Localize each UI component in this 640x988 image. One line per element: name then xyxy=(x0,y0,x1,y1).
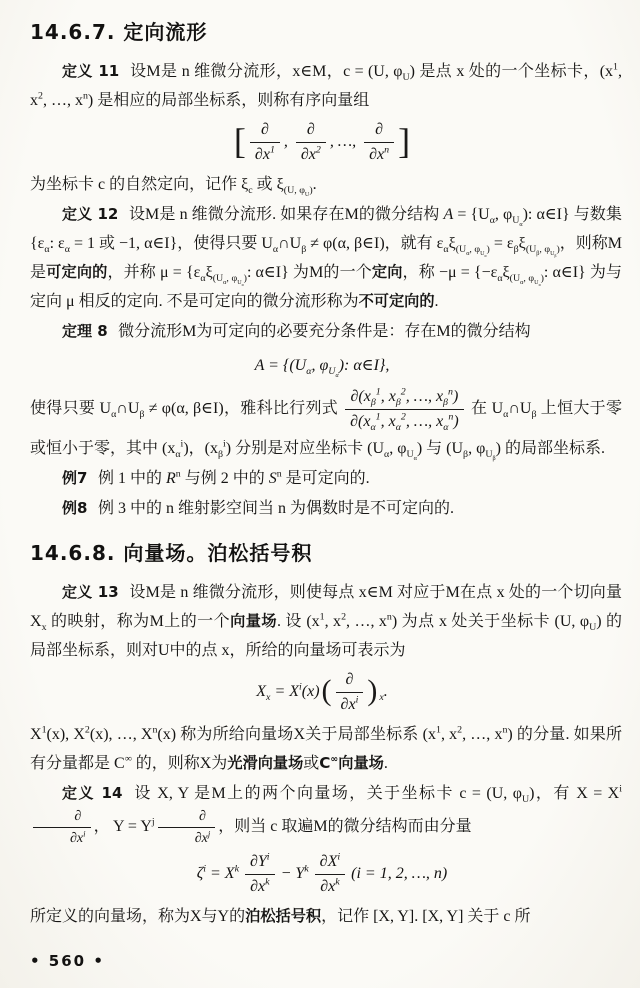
vector-field-expression-formula xyxy=(30,670,614,715)
definition-12-text: 设M是 n 维微分流形. 如果存在M的微分结构 $A = \{U_\alpha$, $\varphi_{U_\alpha}$): α∈I} 与数集 {$\varepsilon_\alpha$: $\varepsilon_\alpha = 1$ 或 −1, α∈I}，使得只要 $U_\alpha\cap U_\beta \ne \varphi(\alpha$, β∈I)，就有 $\varepsilon_\alpha\xi_{(U_\alpha, \varphi_{U_\alpha})} = \varepsilon_\beta\xi_{(U_\beta, \varphi_{U_\beta})}$，则称M是可定向的，并称 $\mu = \{\varepsilon_\alpha\xi_{(U_\alpha, \varphi_{U_\alpha})}$: α∈I} 为M的一个定向，称 $-\mu = \{-\varepsilon_\alpha\xi_{(U_\alpha, \varphi_{U_\alpha})}$: α∈I} 为与定向 μ 相反的定向. 不是可定向的微分流形称为不可定向的. xyxy=(30,206,623,310)
jacobian-intro-text: 使得只要 $U_\alpha\cap U_\beta \ne \varphi(\alpha$, β∈I)，雅科比行列式 xyxy=(30,400,339,421)
theorem-8-label: 定理 8 xyxy=(62,322,108,340)
definition-14-text-3: ，则当 c 取遍M的微分结构而由分量 xyxy=(218,818,472,836)
definition-12-label: 定义 12 xyxy=(62,205,119,223)
poisson-bracket-naming-paragraph xyxy=(30,902,622,931)
section-heading-orientable-manifolds: 14.6.7. 定向流形 xyxy=(30,20,208,44)
definition-12-paragraph xyxy=(30,200,622,316)
example-8-label: 例8 xyxy=(62,499,88,517)
fraction-numerator: $\partial Y^i$ xyxy=(245,852,275,875)
fraction-dY-dx xyxy=(245,852,275,897)
example-7-label: 例7 xyxy=(62,469,88,487)
poisson-bracket-naming-text: 所定义的向量场，称为X与Y的泊松括号积，记作 [X, Y]. [X, Y] 关于 c 所 xyxy=(30,907,531,925)
fraction-numerator: ∂ xyxy=(158,808,216,828)
page-number: • 560 • xyxy=(30,952,105,970)
fraction-partial-xn xyxy=(364,120,394,165)
definition-14-paragraph xyxy=(30,779,622,847)
formula-separator: , xyxy=(283,133,292,151)
fraction-numerator: ∂ xyxy=(250,120,280,143)
theorem-8-text: 微分流形M为可定向的必要充分条件是：存在M的微分结构 xyxy=(118,323,531,340)
poisson-bracket-components-formula xyxy=(30,852,614,897)
fraction-denominator: $\partial x^k$ xyxy=(320,876,340,895)
components-text: $X^1(x)$, $X^2(x)$, …, $X^n(x)$ 称为所给向量场X关于局部坐标系 ($x^1$, $x^2$, …, $x^n$) 的分量. 如果所有分量都是 C∞ 的，则称X为光滑向量场或C∞向量场. xyxy=(30,724,622,772)
definition-14-text-2: ， $Y = Y^j$ xyxy=(93,816,155,836)
left-parenthesis: ( xyxy=(321,673,332,707)
fraction-denominator: $\partial(x_\alpha^1$, $x_\alpha^2$, …, $x_\alpha^n$) xyxy=(350,411,459,434)
vector-field-lhs: $X_x = X^i(x)$ xyxy=(256,681,320,704)
zeta-minus-term: − $Y^k$ xyxy=(280,863,309,883)
atlas-structure-text: $A = \{(U_\alpha$, $\varphi_{U_\alpha}$): α∈I}, xyxy=(254,357,390,380)
right-square-bracket: ] xyxy=(398,120,411,161)
components-paragraph xyxy=(30,720,622,778)
example-8-text: 例 3 中的 n 维射影空间当 n 为偶数时是不可定向的. xyxy=(97,500,454,517)
fraction-partial-x2 xyxy=(296,120,326,165)
example-8-paragraph xyxy=(30,494,622,523)
inline-fraction-partial-xi xyxy=(33,808,91,847)
definition-11-label: 定义 11 xyxy=(62,62,120,80)
atlas-structure-formula xyxy=(30,351,614,380)
fraction-numerator: ∂ xyxy=(296,120,326,143)
fraction-denominator: $\partial x^n$ xyxy=(369,144,390,163)
fraction-denominator: $\partial x^k$ xyxy=(250,876,270,895)
fraction-partial-xi xyxy=(336,670,364,715)
ordered-vector-group-formula xyxy=(30,120,614,165)
theorem-8-paragraph xyxy=(30,317,622,346)
jacobian-outro-text: 在 $U_\alpha\cap U_\beta$ 上恒大于零或恒小于零，其中 $(x_\alpha^i)$，$(x_\beta^i)$ 分别是对应坐标卡 ($U_\alpha$, $\varphi_{U_\alpha}$) 与 ($U_\beta$, $\varphi_{U_\beta}$) 的局部坐标系. xyxy=(30,400,622,463)
definition-11-text: 设M是 n 维微分流形，x∈M，c = (U, $\varphi_U$) 是点 x 处的一个坐标卡，($x^1$, $x^2$, …, $x^n$) 是相应的局部坐标系，则称有序向量组 xyxy=(30,61,622,109)
inline-fraction-partial-xj xyxy=(158,808,216,847)
fraction-partial-x1 xyxy=(250,120,280,165)
fraction-numerator: $\partial X^i$ xyxy=(315,852,345,875)
definition-14-text-1: 设 X, Y 是M上的两个向量场，关于坐标卡 c = (U, $\varphi_U$)，有 $X = X^i$ xyxy=(132,783,622,806)
fraction-denominator: $\partial x^i$ xyxy=(70,828,86,846)
natural-orientation-text: 为坐标卡 c 的自然定向，记作 $\xi_c$ 或 $\xi_{(U, \varphi_U)}$. xyxy=(30,176,317,199)
zeta-lhs: $\zeta^i = X^k$ xyxy=(196,863,239,883)
right-parenthesis: ) xyxy=(367,673,378,707)
theorem-8-continuation-paragraph xyxy=(30,385,622,463)
vector-field-point-subscript: $_x$. xyxy=(379,683,388,704)
jacobian-fraction xyxy=(345,387,464,432)
fraction-dX-dx xyxy=(315,852,345,897)
formula-separator: , …, xyxy=(329,133,361,151)
fraction-numerator: ∂ xyxy=(364,120,394,143)
example-7-text: 例 1 中的 $R^n$ 与例 2 中的 $S^n$ 是可定向的. xyxy=(97,468,370,487)
fraction-denominator: $\partial x^2$ xyxy=(300,144,321,163)
fraction-numerator: ∂ xyxy=(336,670,364,693)
natural-orientation-paragraph xyxy=(30,170,622,199)
definition-14-label: 定义 14 xyxy=(62,784,123,802)
fraction-numerator: ∂ xyxy=(33,808,91,828)
fraction-denominator: $\partial x^1$ xyxy=(254,144,275,163)
fraction-denominator: $\partial x^i$ xyxy=(340,694,359,713)
example-7-paragraph xyxy=(30,464,622,493)
fraction-numerator: $\partial(x_\beta^1$, $x_\beta^2$, …, $x_\beta^n$) xyxy=(345,387,464,410)
definition-13-label: 定义 13 xyxy=(62,583,119,601)
zeta-index-range: (i = 1, 2, …, n) xyxy=(351,865,448,883)
definition-13-paragraph xyxy=(30,578,622,665)
section-heading-vector-fields-poisson-bracket: 14.6.8. 向量场。泊松括号积 xyxy=(30,541,313,565)
fraction-denominator: $\partial x^j$ xyxy=(194,828,211,846)
definition-11-paragraph xyxy=(30,57,622,115)
definition-13-text: 设M是 n 维微分流形，则使每点 x∈M 对应于M在点 x 处的一个切向量 $X_x$ 的映射，称为M上的一个向量场. 设 ($x^1$, $x^2$, …, $x^n$) 为点 x 处关于坐标卡 (U, $\varphi_U$) 的局部坐标系，则对U中的点 x，所给的向量场可表示为 xyxy=(30,584,623,659)
left-square-bracket: [ xyxy=(233,120,246,161)
